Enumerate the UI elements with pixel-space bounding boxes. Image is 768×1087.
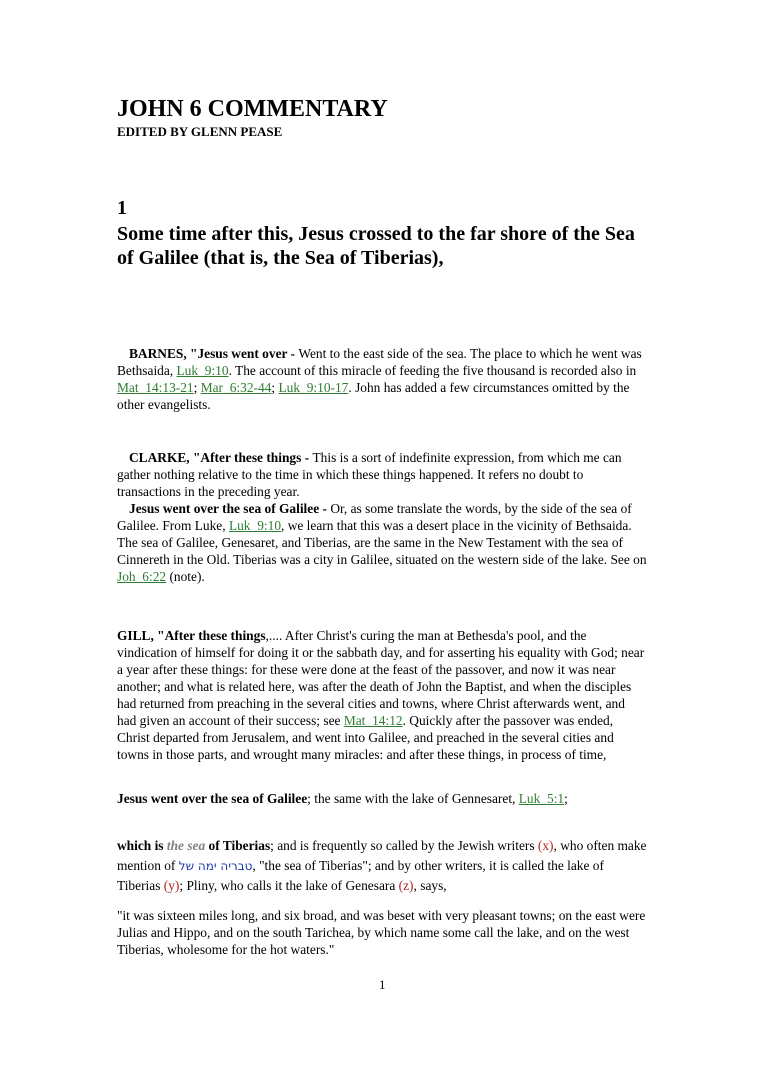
- ref-link[interactable]: Luk_5:1: [518, 791, 565, 806]
- ref-link[interactable]: Luk_9:10: [228, 518, 282, 533]
- verse-text: Some time after this, Jesus crossed to the far shore of the Sea of Galilee (that is, the Sea of Tiberias),: [117, 223, 635, 269]
- gill-quote: "it was sixteen miles long, and six broad, and was beset with very pleasant towns; on the east were Julias and Hippo, and on the south Tarichea, by which name some call the lake, and on the west Tiberias, wholesome for the hot waters.": [117, 908, 646, 957]
- barnes-commentary: BARNES, "Jesus went over - Went to the east side of the sea. The place to which he went was Bethsaida, Luk_9:10. The account of this miracle of feeding the five thousand is recorded also in Mat_14:13-21; Mar_6:32-44; Luk_9:10-17. John has added a few circumstances omitted by the other evangelists.: [117, 346, 642, 412]
- footnote-ref[interactable]: (x): [537, 838, 554, 853]
- hebrew-text: טבריה ימה של: [178, 859, 253, 873]
- verse-number: 1: [117, 197, 127, 219]
- gill-lead: GILL, "After these things: [117, 628, 266, 643]
- clarke-lead: CLARKE, "After these things -: [129, 450, 313, 465]
- ref-link[interactable]: Mat_14:13-21: [117, 380, 194, 395]
- barnes-lead: BARNES, "Jesus went over -: [129, 346, 299, 361]
- document-title: JOHN 6 COMMENTARY: [117, 96, 388, 122]
- ref-link[interactable]: Luk_9:10: [176, 363, 229, 378]
- clarke-lead-2: Jesus went over the sea of Galilee -: [129, 501, 331, 516]
- clarke-commentary-1: CLARKE, "After these things - This is a sort of indefinite expression, from which me can gather nothing relative to the time in which these things happened. It refers no doubt to transactions in the preceding year.: [117, 450, 622, 499]
- footnote-ref[interactable]: (z): [398, 878, 414, 893]
- gill-commentary-3: which is the sea of Tiberias; and is frequently so called by the Jewish writers (x), who often make mention of טבריה ימה של, "the sea of Tiberias"; and by other writers, it is called the lake of Tiberias (y); Pliny, who calls it the lake of Genesara (z), says,: [117, 838, 647, 893]
- document-subtitle: EDITED BY GLENN PEASE: [117, 124, 283, 139]
- ref-link[interactable]: Joh_6:22: [117, 569, 167, 584]
- clarke-commentary-2: Jesus went over the sea of Galilee - Or, as some translate the words, by the side of the sea of Galilee. From Luke, Luk_9:10, we learn that this was a desert place in the vicinity of Bethsaida. The sea of Galilee, Genesaret, and Tiberias, are the same in the New Testament with the sea of Cinnereth in the Old. Tiberias was a city in Galilee, situated on the western side of the lake. See on Joh_6:22 (note).: [117, 501, 647, 584]
- page-number: 1: [379, 977, 386, 992]
- ref-link[interactable]: Mar_6:32-44: [200, 380, 272, 395]
- gill-commentary-2: Jesus went over the sea of Galilee; the same with the lake of Gennesaret, Luk_5:1;: [117, 791, 568, 806]
- ref-link[interactable]: Luk_9:10-17: [278, 380, 349, 395]
- footnote-ref[interactable]: (y): [163, 878, 180, 893]
- ref-link[interactable]: Mat_14:12: [343, 713, 403, 728]
- gill-commentary-1: GILL, "After these things,.... After Christ's curing the man at Bethesda's pool, and the vindication of himself for doing it or the sabbath day, and for asserting his equality with God; near a year after these things: for these were done at the feast of the passover, and now it was near another; and what is related here, was after the death of John the Baptist, and when the disciples had returned from preaching in the several cities and towns, where Christ afterwards went, and had given an account of their success; see Mat_14:12. Quickly after the passover was ended, Christ departed from Jerusalem, and went into Galilee, and preached in the several cities and towns in those parts, and wrought many miracles: and after these things, in process of time,: [117, 628, 645, 762]
